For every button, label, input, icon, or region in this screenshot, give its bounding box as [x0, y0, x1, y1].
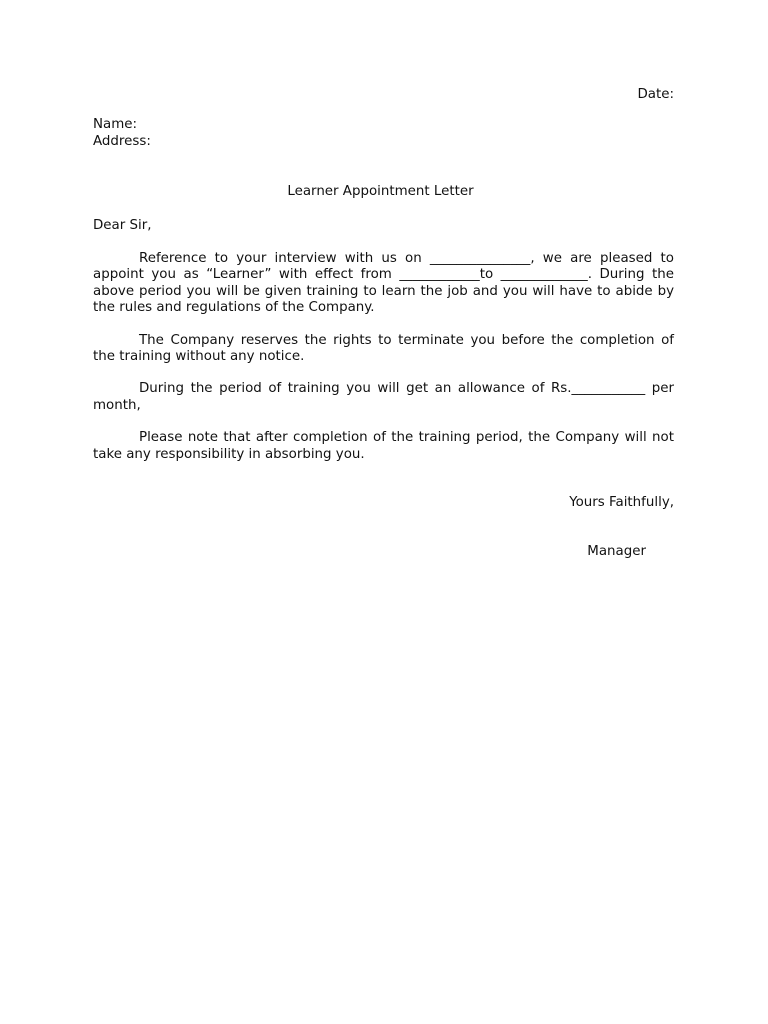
paragraph-interview: Reference to your interview with us on _______________, we are pleased to appoint you as “Learner” with effect from ____________to _____________. During the above period you will be given training to learn the job and you will have to abide by the rules and regulations of the Company.: [93, 251, 674, 316]
paragraph-termination: The Company reserves the rights to terminate you before the completion of the training without any notice.: [93, 332, 674, 365]
recipient-block: [93, 117, 674, 150]
letter-title: Learner Appointment Letter: [287, 184, 474, 200]
paragraph-allowance: During the period of training you will get an allowance of Rs.___________ per month,: [93, 381, 674, 413]
closing: Yours Faithfully,: [569, 495, 674, 511]
name-label: Name:: [93, 117, 138, 133]
signature: Manager: [587, 543, 646, 559]
paragraph-absorption: Please note that after completion of the training period, the Company will not take any responsibility in absorbing you.: [93, 430, 674, 462]
letter-page: [93, 87, 674, 560]
date-label: Date:: [637, 87, 674, 102]
address-label: Address:: [93, 133, 151, 149]
salutation: Dear Sir,: [93, 217, 152, 233]
